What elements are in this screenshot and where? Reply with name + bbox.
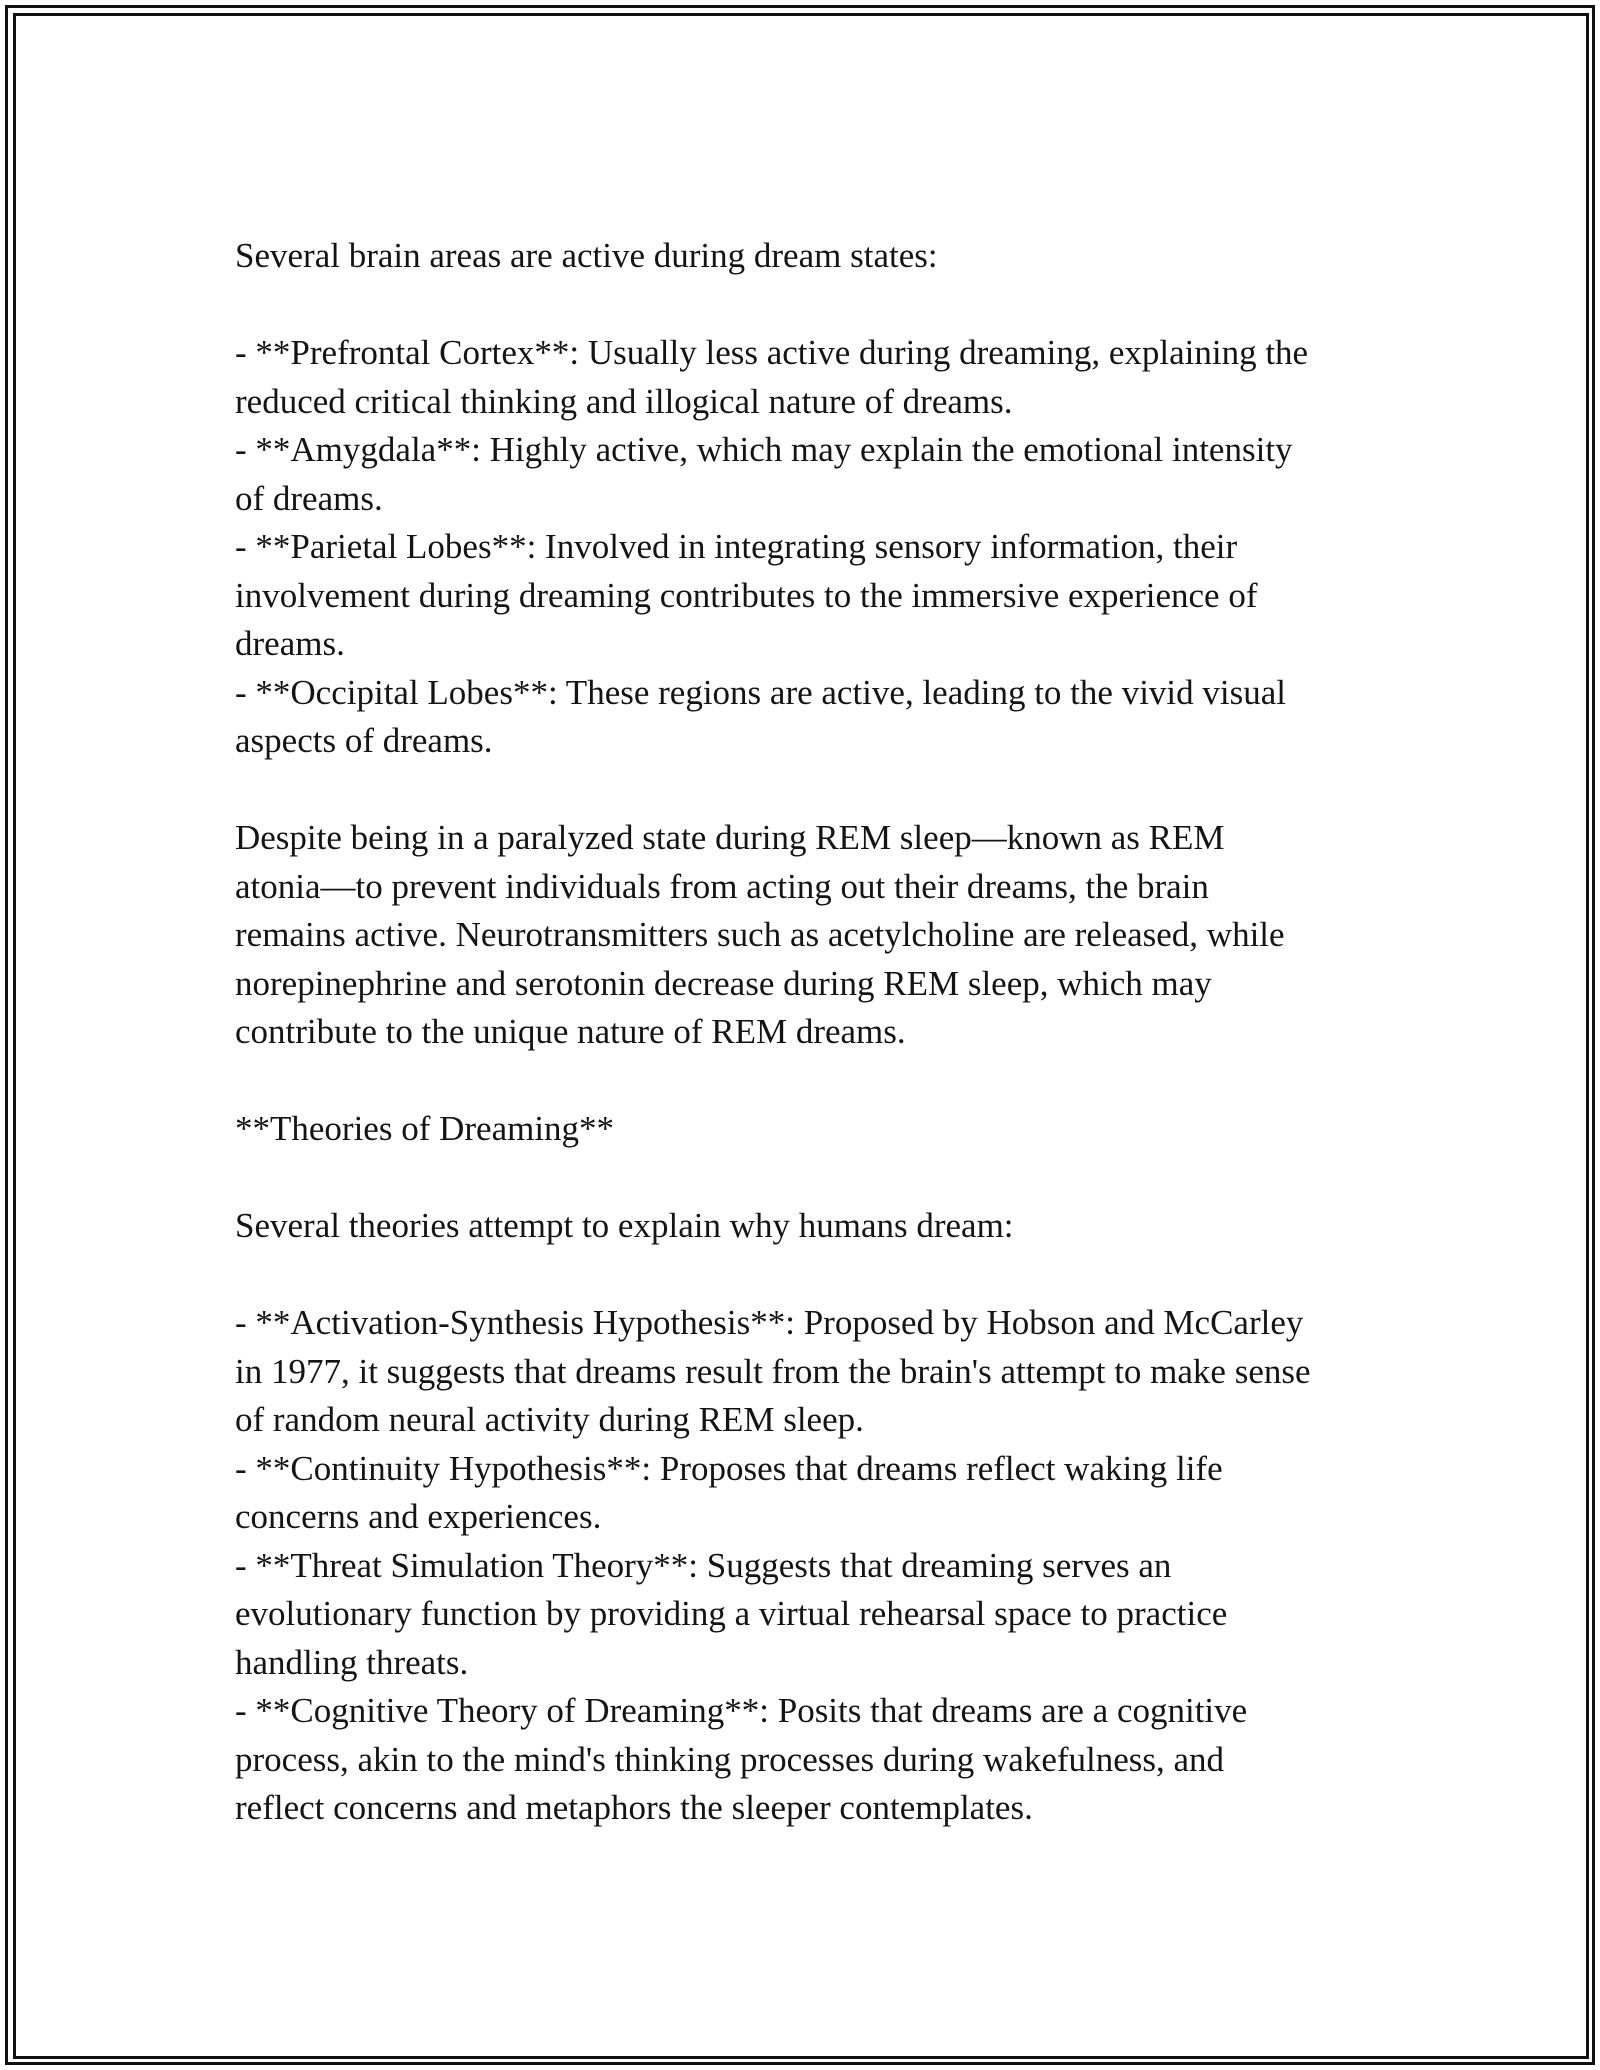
blank-line — [235, 1057, 1395, 1106]
text-line: evolutionary function by providing a virtual rehearsal space to practice — [235, 1594, 1228, 1633]
text-line: involvement during dreaming contributes to the immersive experience of — [235, 575, 1258, 615]
blank-line — [235, 1251, 1395, 1300]
text-line: - **Threat Simulation Theory**: Suggests that dreaming serves an — [235, 1545, 1172, 1585]
text-line: Several brain areas are active during dream states: — [235, 236, 938, 275]
text-line: reflect concerns and metaphors the sleeper contemplates. — [235, 1788, 1033, 1827]
text-line: Despite being in a paralyzed state during REM sleep—known as REM — [235, 818, 1225, 857]
text-line: - **Prefrontal Cortex**: Usually less active during dreaming, explaining the — [235, 333, 1309, 372]
text-line: - **Continuity Hypothesis**: Proposes that dreams reflect waking life — [235, 1448, 1223, 1488]
text-line: norepinephrine and serotonin decrease during REM sleep, which may — [235, 963, 1212, 1003]
text-line: - **Amygdala**: Highly active, which may explain the emotional intensity — [235, 430, 1293, 469]
text-line: aspects of dreams. — [235, 721, 493, 760]
text-line: handling threats. — [235, 1642, 469, 1682]
text-line: - **Cognitive Theory of Dreaming**: Posits that dreams are a cognitive — [235, 1691, 1248, 1730]
text-line: atonia—to prevent individuals from acting out their dreams, the brain — [235, 866, 1209, 906]
text-line: - **Occipital Lobes**: These regions are active, leading to the vivid visual — [235, 672, 1286, 712]
document-body — [235, 232, 1395, 1833]
text-line: - **Activation-Synthesis Hypothesis**: Proposed by Hobson and McCarley — [235, 1303, 1304, 1342]
text-line: remains active. Neurotransmitters such as acetylcholine are released, while — [235, 915, 1285, 954]
blank-line — [235, 766, 1395, 815]
text-line: process, akin to the mind's thinking processes during wakefulness, and — [235, 1739, 1225, 1779]
text-line: Several theories attempt to explain why humans dream: — [235, 1206, 1014, 1245]
text-line: of dreams. — [235, 478, 383, 518]
blank-line — [235, 1154, 1395, 1203]
section-heading: **Theories of Dreaming** — [235, 1109, 615, 1148]
text-line: contribute to the unique nature of REM dreams. — [235, 1012, 906, 1051]
text-line: in 1977, it suggests that dreams result from the brain's attempt to make sense — [235, 1351, 1311, 1391]
text-line: concerns and experiences. — [235, 1497, 602, 1536]
text-line: of random neural activity during REM sleep. — [235, 1400, 864, 1439]
blank-line — [235, 281, 1395, 330]
text-line: dreams. — [235, 624, 345, 663]
text-line: - **Parietal Lobes**: Involved in integrating sensory information, their — [235, 527, 1238, 566]
text-line: reduced critical thinking and illogical nature of dreams. — [235, 381, 1013, 421]
